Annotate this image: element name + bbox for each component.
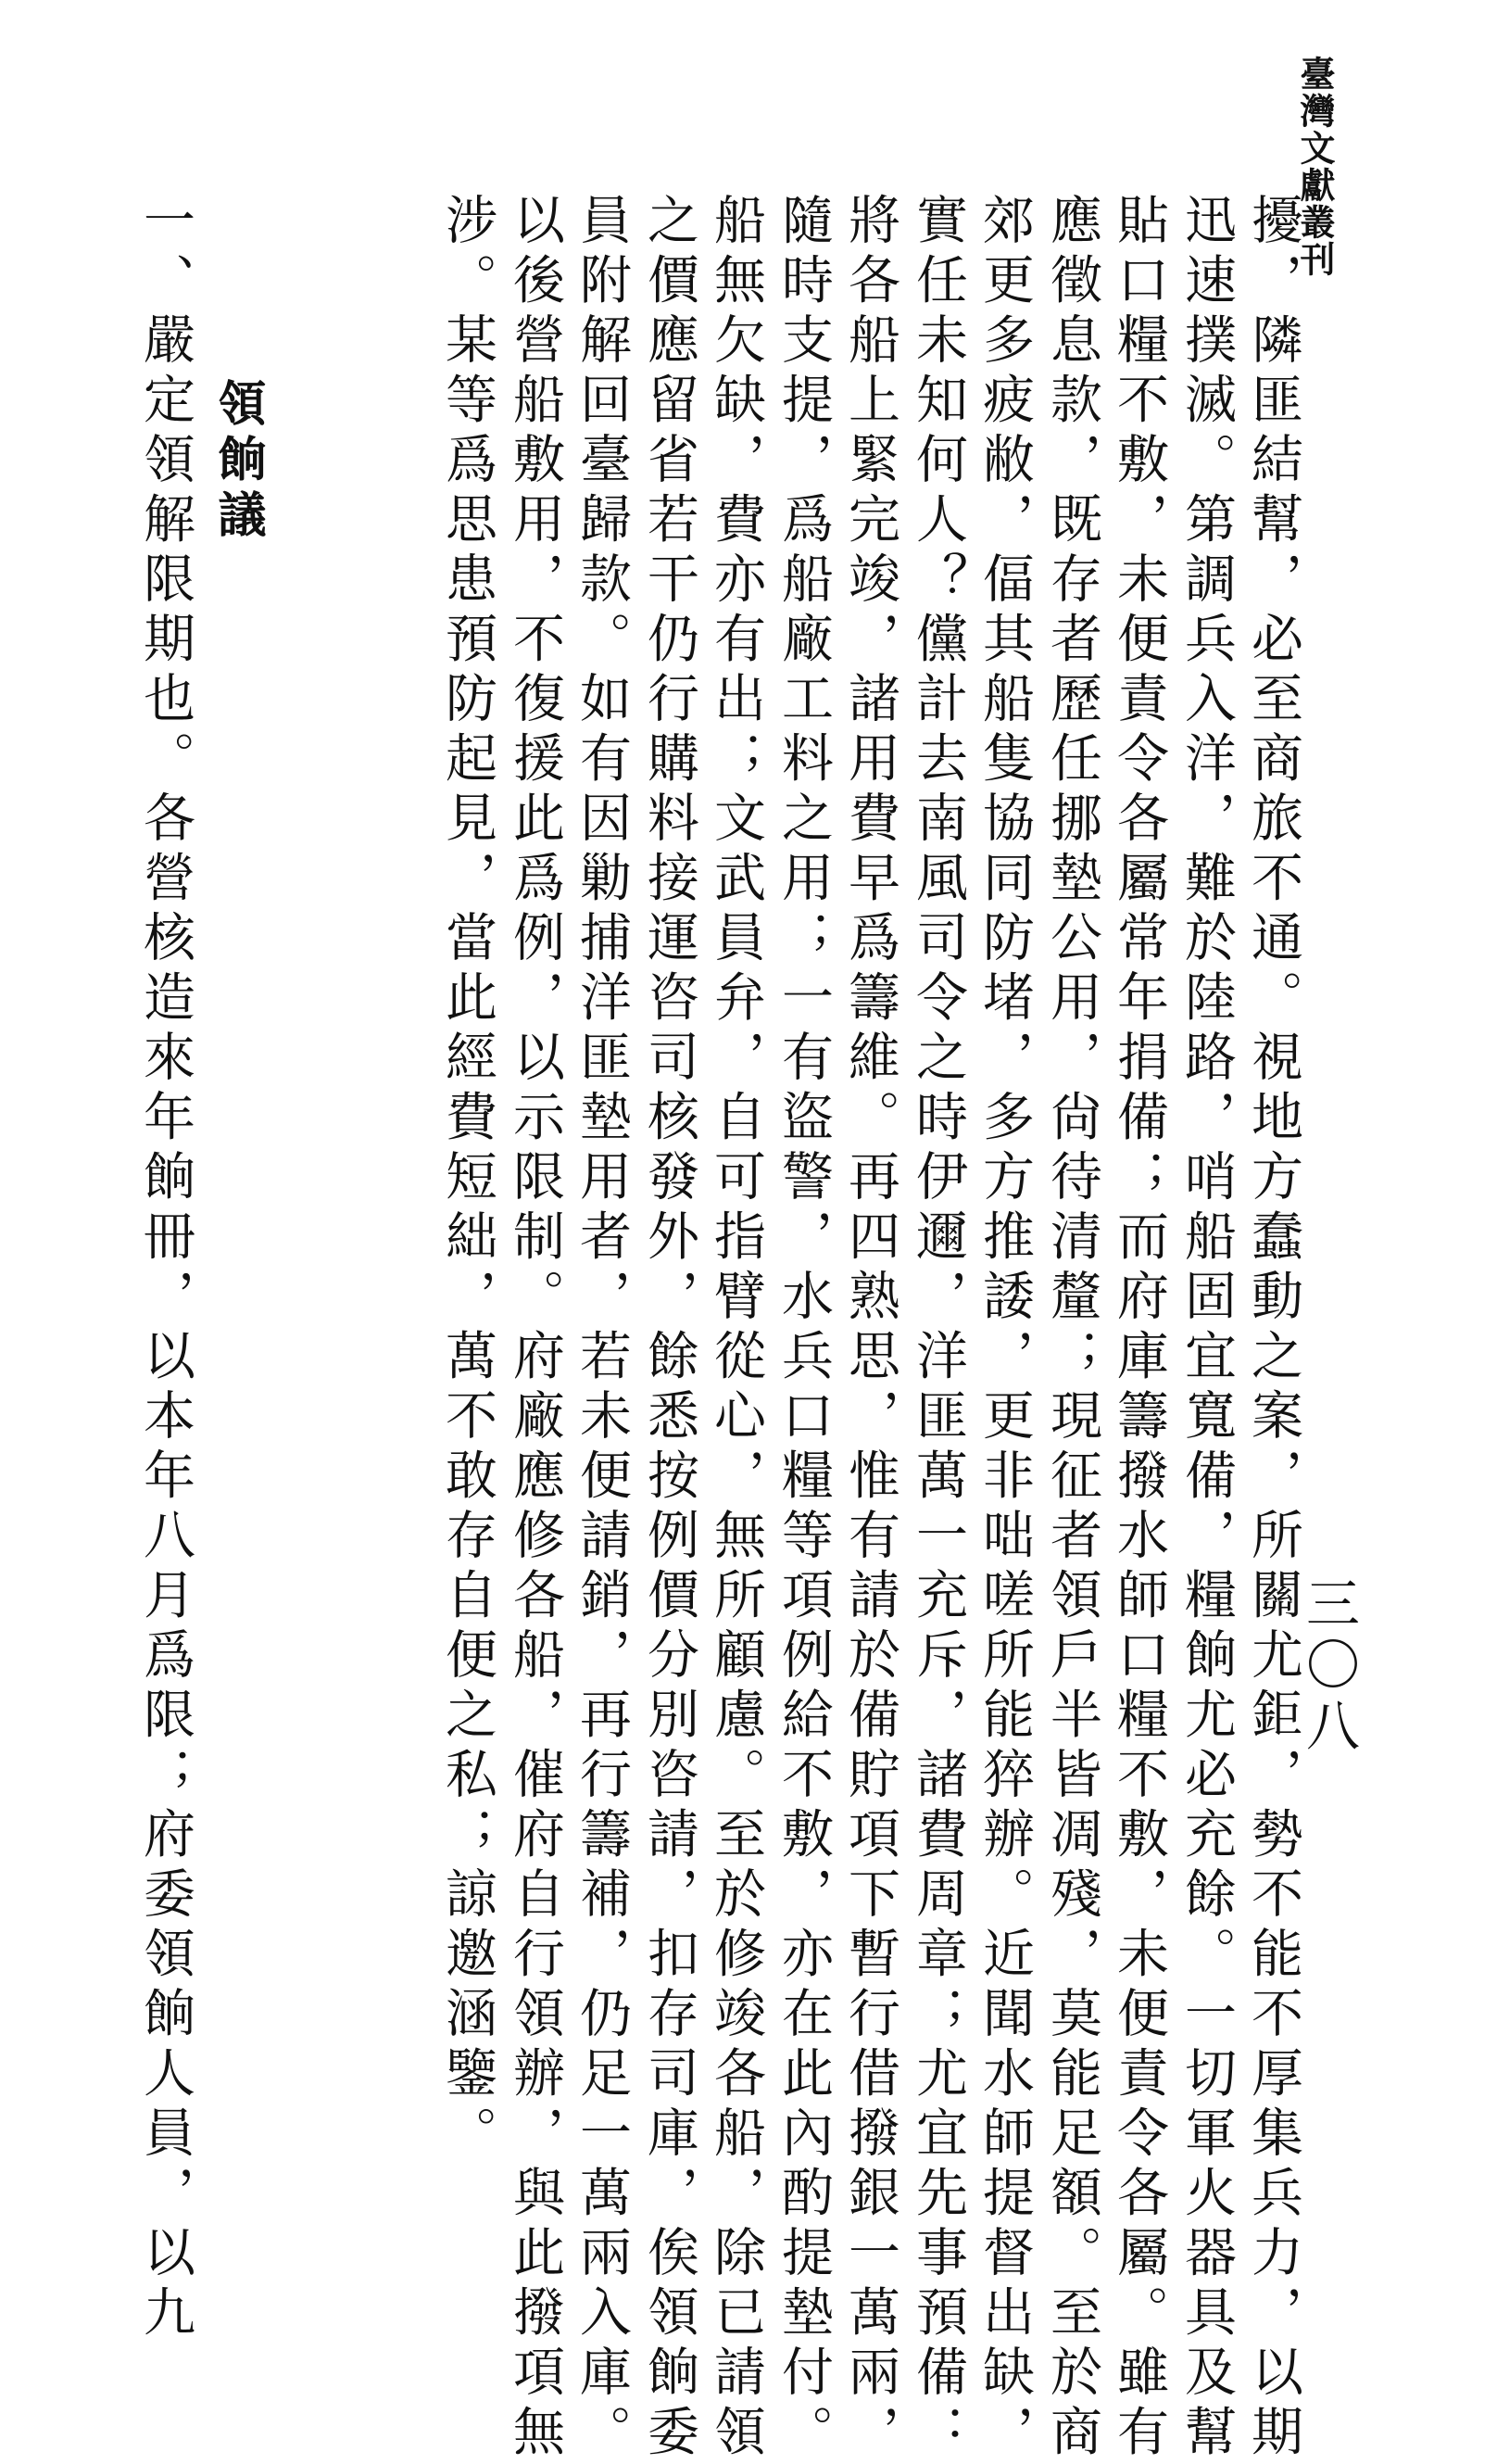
text-column: 船無欠缺，費亦有出；文武員弁，自可指臂從心，無所顧慮。至於修竣各船，除已請領 [706,193,766,2464]
text-column: 實任未知何人？儻計去南風司令之時伊邇，洋匪萬一充斥，諸費周章；尤宜先事預備： [908,193,968,2464]
text-column: 擾，隣匪結幫，必至商旅不通。視地方蠢動之案，所關尤鉅，勢不能不厚集兵力，以期 [1243,193,1303,2464]
text-column: 之價應留省若干仍行購料接運咨司核發外，餘悉按例價分別咨請，扣存司庫，俟領餉委 [639,193,699,2464]
text-column: 員附解回臺歸款。如有因勦捕洋匪墊用者，若未便請銷，再行籌補，仍足一萬兩入庫。 [572,193,632,2464]
text-column: 郊更多疲敝，偪其船隻協同防堵，多方推諉，更非咄嗟所能猝辦。近聞水師提督出缺， [975,193,1035,2464]
text-column: 應徵息款，既存者歷任挪墊公用，尙待清釐；現征者領戶半皆凋殘，莫能足額。至於商 [1042,193,1102,2464]
text-column: 迅速撲滅。第調兵入洋，難於陸路，哨船固宜寬備，糧餉尤必充餘。一切軍火器具及幫 [1176,193,1237,2464]
section-heading: 領餉議 [209,378,266,545]
page-number: 三〇八 [1297,1575,1360,1759]
text-column: 隨時支提，爲船廠工料之用；一有盜警，水兵口糧等項例給不敷，亦在此內酌提墊付。 [774,193,834,2464]
text-column: 貼口糧不敷，未便責令各屬常年捐備；而府庫籌撥水師口糧不敷，未便責令各屬。雖有 [1109,193,1169,2464]
text-column: 涉。某等爲思患預防起見，當此經費短絀，萬不敢存自便之私；諒邀涵鑒。 [437,193,497,2166]
text-column: 將各船上緊完竣，諸用費早爲籌維。再四熟思，惟有請於備貯項下暫行借撥銀一萬兩， [840,193,900,2464]
text-column: 以後營船敷用，不復援此爲例，以示限制。府廠應修各船，催府自行領辦，與此撥項無 [505,193,565,2464]
clause-text: 一、嚴定領解限期也。各營核造來年餉冊，以本年八月爲限；府委領餉人員，以九 [135,193,195,2344]
running-title: 臺灣文獻叢刊 [1294,56,1336,278]
